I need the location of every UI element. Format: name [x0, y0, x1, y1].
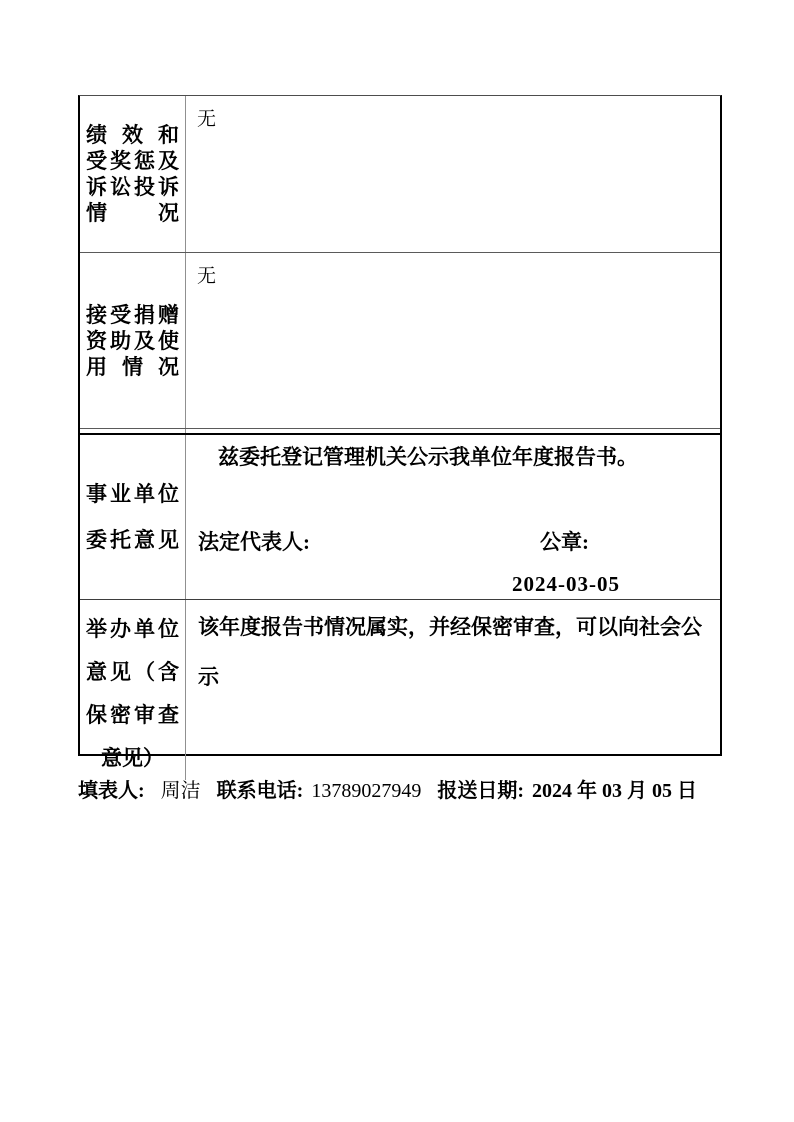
label-line: 保密审查 [86, 703, 179, 727]
official-seal-label: 公章: [540, 530, 589, 554]
label-line: 诉讼投诉 [86, 175, 179, 199]
row-content-organizer-opinion: 该年度报告书情况属实，并经保密审查，可以向社会公示 [198, 615, 702, 689]
row-label-donations [80, 253, 186, 428]
table-row-entrust-opinion [80, 435, 720, 600]
label-line: 受奖惩及 [86, 149, 179, 173]
label-line: 绩效和 [86, 123, 179, 147]
form-filler-label: 填表人: [78, 780, 145, 802]
label-line: 委托意见 [86, 528, 179, 552]
row-content-entrust-opinion [186, 435, 720, 599]
label-line: 举办单位 [86, 617, 179, 641]
submit-date-value: 2024 年 03 月 05 日 [532, 780, 698, 802]
table-row-performance [80, 96, 720, 253]
contact-phone-label: 联系电话: [216, 780, 304, 802]
label-line: 用情况 [86, 354, 179, 379]
label-line: 意见（含 [86, 660, 179, 684]
row-label-performance [80, 96, 186, 252]
entrust-date: 2024-03-05 [512, 572, 620, 596]
label-line: 接受捐赠 [86, 302, 179, 327]
signature-line [198, 530, 708, 554]
submit-date-label: 报送日期: [437, 780, 525, 802]
table-row-donations [80, 253, 720, 429]
section-divider-label-cell [80, 429, 186, 433]
form-filler-value: 周洁 [160, 780, 201, 802]
annual-report-table [78, 95, 722, 770]
row-label-organizer-opinion [80, 600, 186, 780]
legal-representative-label: 法定代表人: [198, 530, 310, 554]
row-content-performance: 无 [197, 109, 217, 130]
label-line: 情况 [86, 201, 179, 225]
label-line: 事业单位 [86, 482, 179, 506]
row-content-donations: 无 [197, 266, 217, 287]
label-line: 资助及使 [86, 328, 179, 353]
label-line: 意见） [101, 746, 164, 770]
table-row-organizer-opinion [80, 600, 720, 770]
footer-line [78, 778, 738, 804]
row-label-entrust-opinion [80, 435, 186, 599]
contact-phone-value: 13789027949 [311, 780, 422, 802]
entrust-statement: 兹委托登记管理机关公示我单位年度报告书。 [218, 445, 638, 469]
